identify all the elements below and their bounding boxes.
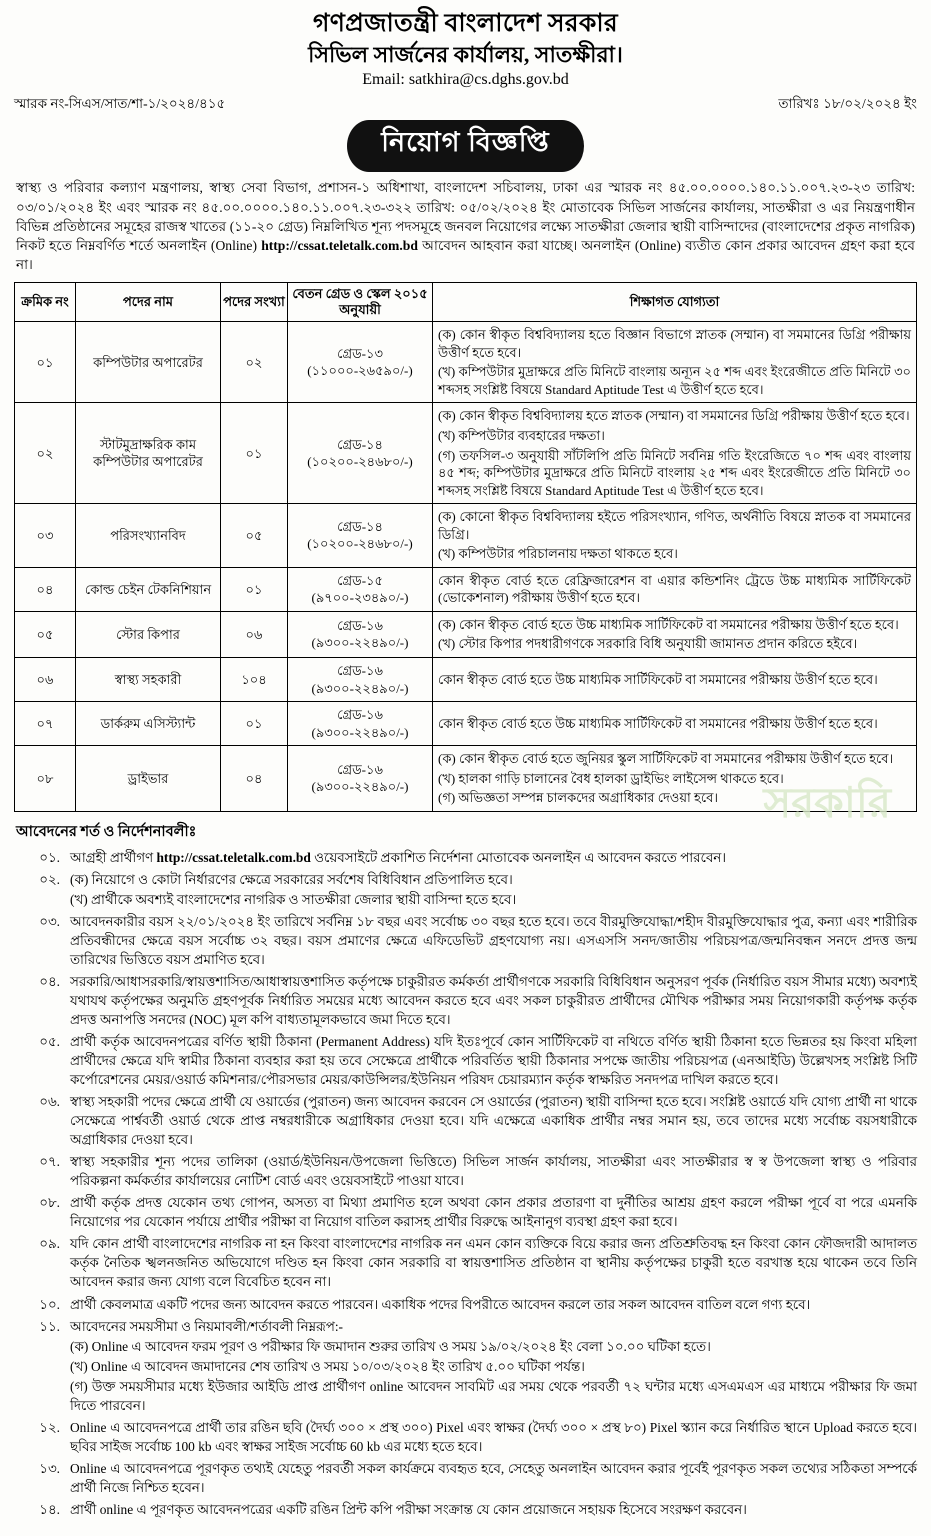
col-sl: ক্রমিক নং [15,282,76,322]
condition-text: (ক) নিয়োগে ও কোটা নির্ধারণের ক্ষেত্রে সরকারের সর্বশেষ বিধিবিধান প্রতিপালিত হবে। [70,871,513,887]
condition-item [14,1500,917,1519]
condition-text: যদি কোন প্রার্থী বাংলাদেশের নাগরিক না হন কিংবা বাংলাদেশের নাগরিক নন এমন কোন ব্যক্তিকে বিয়ে করার জন্য প্রতিশ্রুতিবদ্ধ হন কিংবা কোন ফৌজদারী আদালত কর্তৃক নৈতিক স্খলনজনিত অভিযোগে দণ্ডিত হন কিংবা কোন সরকারি বা স্বায়ত্তশাসিত প্রতিষ্ঠান বা স্থানীয় কর্তৃপক্ষের চাকুরী হতে বরখাস্ত হয়ে থাকেন তবে তিনি আবেদন করার জন্য যোগ্য বলে বিবেচিত হবেন না। [70,1236,917,1290]
notice-title-wrap [14,120,917,172]
cell-pay-scale [288,322,433,403]
education-requirement: (ক) কোন স্বীকৃত বোর্ড হতে উচ্চ মাধ্যমিক সার্টিফিকেট বা সমমানের পরীক্ষায় উত্তীর্ণ হতে হবে। [438,616,899,632]
cell-education [433,403,917,504]
pay-grade: গ্রেড-১৩ [337,345,383,361]
vacancy-table [14,282,917,812]
col-post: পদের নাম [76,282,221,322]
condition-text: স্বাস্থ্য সহকারী পদের ক্ষেত্রে প্রার্থী যে ওয়ার্ডের (পুরাতন) জন্য আবেদন করবেন সে ওয়ার্ডের (পুরাতন) স্থায়ী বাসিন্দা হতে হবে। সংশ্লিষ্ট ওয়ার্ডে যদি যোগ্য প্রার্থী না থাকে সেক্ষেত্রে পার্শ্ববর্তী ওয়ার্ড থেকে প্রাপ্ত নম্বরধারীকে অগ্রাধিকার দেওয়া হবে। যদি এক্ষেত্রে একাধিক প্রার্থীর নম্বর সমান হয়, তবে তাদের মধ্যে সর্বোচ্চ বয়সধারীকে অগ্রাধিকার দেওয়া হবে। [70,1094,917,1148]
condition-text: আবেদনকারীর বয়স ২২/০১/২০২৪ ইং তারিখে সর্বনিম্ন ১৮ বছর এবং সর্বোচ্চ ৩০ বছর হতে হবে। তবে বীরমুক্তিযোদ্ধা/শহীদ বীরমুক্তিযোদ্ধার পুত্র, কন্যা এবং শারীরিক প্রতিবন্ধীদের ক্ষেত্রে বয়স সর্বোচ্চ ৩২ বছর। বয়স প্রমাণের ক্ষেত্রে এফিডেভিট গ্রহণযোগ্য নয়। এসএসসি সনদ/জাতীয় পরিচয়পত্র/জন্মনিবন্ধন সনদে প্রদত্ত জন্ম তারিখের ভিত্তিতে বয়স প্রমাণিত হবে। [70,913,917,967]
cell-vacancy-count: ০১ [221,702,288,746]
condition-item [14,848,917,867]
pay-range: (৯৩০০-২২৪৯০/-) [311,635,409,651]
cell-education [433,504,917,568]
pay-grade: গ্রেড-১৬ [337,707,383,723]
condition-item [14,1193,917,1231]
cell-post-name: কোল্ড চেইন টেকনিশিয়ান [76,567,221,611]
condition-text-wrap [70,1418,917,1456]
cell-pay-scale [288,611,433,657]
education-requirement: কোন স্বীকৃত বোর্ড হতে উচ্চ মাধ্যমিক সার্টিফিকেট বা সমমানের পরীক্ষায় উত্তীর্ণ হতে হবে। [438,671,878,687]
cell-post-name: পরিসংখ্যানবিদ [76,504,221,568]
condition-item [14,1152,917,1190]
condition-text-wrap [70,1193,917,1231]
education-requirement: (খ) স্টোর কিপার পদধারীগণকে সরকারি বিধি অনুযায়ী জামানত প্রদান করিতে হইবে। [438,636,858,652]
condition-number: ০৫. [39,1034,60,1050]
pay-range: (১১০০০-২৬৫৯০/-) [307,363,413,379]
condition-number: ১০. [39,1296,60,1312]
pay-range: (৯৩০০-২২৪৯০/-) [311,680,409,696]
cell-vacancy-count: ০৬ [221,611,288,657]
education-requirement: (খ) হালকা গাড়ি চালানের বৈধ হালকা ড্রাইভিং লাইসেন্স থাকতে হবে। [438,770,784,786]
cell-sl: ০৩ [15,504,76,568]
condition-text-wrap [70,972,917,1029]
condition-text: Online এ আবেদনপত্রে প্রার্থী তার রঙিন ছবি (দৈর্ঘ্য ৩০০ × প্রস্থ ৩০০) Pixel এবং স্বাক্ষর (দৈর্ঘ্য ৩০০ × প্রস্থ ৮০) Pixel স্ক্যান করে নির্ধারিত স্থানে Upload করতে হবে। ছবির সাইজ সর্বোচ্চ 100 kb এবং স্বাক্ষর সাইজ সর্বোচ্চ 60 kb এর মধ্যে হতে হবে। [70,1419,917,1454]
condition-text-wrap [70,1032,917,1089]
condition-text-wrap [70,1500,917,1519]
education-requirement: (খ) কম্পিউটার ব্যবহারের দক্ষতা। [438,427,605,443]
pay-grade: গ্রেড-১৪ [337,518,383,534]
cell-education [433,657,917,701]
cell-vacancy-count: ০৫ [221,504,288,568]
cell-pay-scale [288,702,433,746]
condition-item [14,912,917,969]
col-vacancy: পদের সংখ্যা [221,282,288,322]
condition-number: ০১. [39,849,60,865]
document-header [14,10,917,89]
table-row [15,322,917,403]
education-requirement: কোন স্বীকৃত বোর্ড হতে উচ্চ মাধ্যমিক সার্টিফিকেট বা সমমানের পরীক্ষায় উত্তীর্ণ হতে হবে। [438,715,878,731]
government-title: গণপ্রজাতন্ত্রী বাংলাদেশ সরকার [313,10,618,37]
cell-vacancy-count: ০১ [221,567,288,611]
pay-grade: গ্রেড-১৬ [337,617,383,633]
cell-vacancy-count: ০৪ [221,746,288,812]
condition-number: ০৯. [39,1236,60,1252]
table-row [15,611,917,657]
condition-number: ০৮. [39,1195,60,1211]
education-requirement: (খ) কম্পিউটার মুদ্রাক্ষরে প্রতি মিনিটে বাংলায় অন্যূন ২৫ শব্দ এবং ইংরেজীতে প্রতি মিনিটে ৩০ শব্দসহ সংশ্লিষ্ট বিষয়ে Standard Aptitude Test এ উত্তীর্ণ হতে হবে। [438,364,911,397]
condition-item [14,1317,917,1415]
condition-number: ১৩. [39,1460,60,1476]
condition-text: আগ্রহী প্রার্থীগণ http://cssat.teletalk.com.bd ওয়েবসাইটে প্রকাশিত নির্দেশনা মোতাবেক অনলাইন এ আবেদন করতে পারবেন। [70,849,727,865]
cell-sl: ০৪ [15,567,76,611]
cell-education [433,746,917,812]
condition-item [14,870,917,909]
condition-text-wrap [70,1317,917,1415]
cell-sl: ০৭ [15,702,76,746]
condition-number: ০২. [39,871,60,887]
condition-item [14,1032,917,1089]
condition-text: প্রার্থী কর্তৃক আবেদনপত্রের বর্ণিত স্থায়ী ঠিকানা (Permanent Address) যদি ইতঃপূর্বে কোন সার্টিফিকেট বা নথিতে বর্ণিত স্থায়ী ঠিকানা হতে ভিন্নতর হয় কিংবা মহিলা প্রার্থীদের ক্ষেত্রে যদি স্বামীর ঠিকানা ব্যবহার করা হয় তবে সেক্ষেত্রে প্রার্থীকে পরিবর্তিত স্থায়ী ঠিকানার সপক্ষে জাতীয় পরিচয়পত্র (এনআইডি) উল্লেখসহ সংশ্লিষ্ট সিটি কর্পোরেশনের মেয়র/ওয়ার্ড কমিশনার/পৌরসভার মেয়র/কাউন্সিলর/ইউনিয়ন পরিষদ চেয়ারম্যান কর্তৃক স্বাক্ষরিত সনদপত্র দাখিল করতে হবে। [70,1034,917,1088]
condition-text: প্রার্থী কেবলমাত্র একটি পদের জন্য আবেদন করতে পারবেন। একাধিক পদের বিপরীতে আবেদন করলে তার সকল আবেদন বাতিল বলে গণ্য হবে। [70,1296,811,1312]
education-requirement: (গ) অভিজ্ঞতা সম্পন্ন চালকদের অগ্রাধিকার দেওয়া হবে। [438,790,718,806]
cell-education [433,567,917,611]
condition-number: ১১. [39,1318,60,1334]
intro-paragraph: স্বাস্থ্য ও পরিবার কল্যাণ মন্ত্রণালয়, স্বাস্থ্য সেবা বিভাগ, প্রশাসন-১ অধিশাখা, বাংলাদেশ সচিবালয়, ঢাকা এর স্মারক নং ৪৫.০০.০০০০.১৪০.১১.০০৭.২৩-২৩ তারিখ: ০৩/০১/২০২৪ ইং এবং স্মারক নং ৪৫.০০.০০০০.১৪০.১১.০০৭.২৩-৩২২ তারিখ: ০৫/০২/২০২৪ ইং মোতাবেক সিভিল সার্জনের কার্যালয়, সাতক্ষীরা ও এর নিয়ন্ত্রণাধীন বিভিন্ন প্রতিষ্ঠানের সমূহের রাজস্ব খাতের (১১-২০ গ্রেড) নিম্নলিখিত শূন্য পদসমূহে জনবল নিয়োগের লক্ষ্যে সাতক্ষীরা জেলার স্থায়ী বাসিন্দাদের (বাংলাদেশের প্রকৃত নাগরিক) নিকট হতে নিম্নবর্ণিত শর্তে অনলাইন (Online) http://cssat.teletalk.com.bd আবেদন আহবান করা যাচ্ছে। অনলাইন (Online) ব্যতীত কোন প্রকার আবেদন গ্রহণ করা হবে না। [16,180,916,273]
memo-date: তারিখঃ ১৮/০২/২০২৪ ইং [778,96,917,112]
cell-post-name: স্বাস্থ্য সহকারী [76,657,221,701]
condition-text: Online এ আবেদনপত্রে পূরণকৃত তথ্যই যেহেতু পরবর্তী সকল কার্যক্রমে ব্যবহৃত হবে, সেহেতু অনলাইন আবেদন করার পূর্বেই পূরণকৃত সকল তথ্যের সঠিকতা সম্পর্কে প্রার্থী নিজে নিশ্চিত হবেন। [70,1460,917,1495]
condition-text: আবেদনের সময়সীমা ও নিয়মাবলী/শর্তাবলী নিম্নরূপ:- [70,1318,344,1334]
condition-number: ০৪. [39,974,60,989]
condition-subitem: (গ) উক্ত সময়সীমার মধ্যে ইউজার আইডি প্রাপ্ত প্রার্থীগণ online আবেদন সাবমিট এর সময় থেকে পরবর্তী ৭২ ঘন্টার মধ্যে এসএমএস এর মাধ্যমে পরীক্ষার ফি জমা দিতে পারবেন। [70,1378,917,1413]
cell-pay-scale [288,403,433,504]
cell-pay-scale [288,567,433,611]
table-row [15,567,917,611]
cell-post-name: ড্রাইভার [76,746,221,812]
education-requirement: (ক) কোনো স্বীকৃত বিশ্ববিদ্যালয় হইতে পরিসংখ্যান, গণিত, অর্থনীতি বিষয়ে স্নাতক বা সমমানের ডিগ্রি। [438,509,911,542]
vacancy-table-body [15,322,917,812]
condition-text-wrap [70,1234,917,1291]
condition-number: ১৪. [39,1501,60,1517]
condition-text-wrap [70,870,917,909]
condition-text-wrap [70,1459,917,1497]
pay-range: (৯৩০০-২২৪৯০/-) [311,724,409,740]
pay-range: (৯৩০০-২২৪৯০/-) [311,779,409,795]
cell-education [433,322,917,403]
table-row [15,403,917,504]
pay-range: (৯৭০০-২৩৪৯০/-) [311,590,409,606]
table-row [15,504,917,568]
condition-item [14,1234,917,1291]
condition-text: স্বাস্থ্য সহকারীর শূন্য পদের তালিকা (ওয়ার্ড/ইউনিয়ন/উপজেলা ভিত্তিতে) সিভিল সার্জন কার্যালয়, সাতক্ষীরা এবং সাতক্ষীরার স্ব স্ব উপজেলা স্বাস্থ্য ও পরিবার পরিকল্পনা কর্মকর্তার কার্যালয়ের নোটিশ বোর্ড এবং ওয়েবসাইটে পাওয়া যাবে। [70,1154,917,1189]
pay-range: (১০২০০-২৪৬৮০/-) [307,536,413,552]
cell-pay-scale [288,504,433,568]
condition-item [14,972,917,1029]
cell-post-name: কম্পিউটার অপারেটর [76,322,221,403]
table-header-row [15,282,917,322]
table-row [15,746,917,812]
cell-vacancy-count: ০১ [221,403,288,504]
education-requirement: (গ) তফসিল-৩ অনুযায়ী সাঁটলিপি প্রতি মিনিটে সর্বনিম্ন গতি ইংরেজিতে ৭০ শব্দ এবং বাংলায় ৪৫ শব্দ; কম্পিউটার মুদ্রাক্ষরে প্রতি মিনিটে বাংলায় ২৫ শব্দ এবং ইংরেজীতে প্রতি মিনিটে ৩০ শব্দসহ সংশ্লিষ্ট বিষয়ে Standard Aptitude Test এ উত্তীর্ণ হতে হবে। [438,447,911,498]
condition-text: সরকারি/আধাসরকারি/স্বায়ত্তশাসিত/আধাস্বায়ত্তশাসিত কর্তৃপক্ষে চাকুরীরত কর্মকর্তা প্রার্থীগণকে সরকারি বিধিবিধান অনুসরণ পূর্বক (নির্ধারিত বয়স সীমার মধ্যে) অবশ্যই যথাযথ কর্তৃপক্ষের অনুমতি গ্রহণপূর্বক নির্ধারিত সময়ের মধ্যে আবেদন করতে হবে এবং সকল চাকুরীরত প্রার্থীদের মৌখিক পরীক্ষার সময় নিয়োগকারী কর্তৃপক্ষ কর্তৃক প্রদত্ত অনাপত্তি সনদের (NOC) মূল কপি বাধ্যতামূলকভাবে জমা দিতে হবে। [70,974,917,1028]
watermark: সরকারি [763,781,891,827]
pay-range: (১০২০০-২৪৬৮০/-) [307,454,413,470]
pay-grade: গ্রেড-১৬ [337,761,383,777]
pay-grade: গ্রেড-১৬ [337,662,383,678]
cell-sl: ০৫ [15,611,76,657]
office-email: Email: satkhira@cs.dghs.gov.bd [362,71,569,89]
condition-text: প্রার্থী কর্তৃক প্রদত্ত যেকোন তথ্য গোপন, অসত্য বা মিথ্যা প্রমাণিত হলে অথবা কোন প্রকার প্রতারণা বা দুর্নীতির আশ্রয় গ্রহণ করলে পরীক্ষা পূর্বে বা পরে এমনকি নিয়োগের পর যেকোন পর্যায়ে প্রার্থীর পরীক্ষা বা নিয়োগ বাতিল করাসহ প্রার্থীর বিরুদ্ধে আইনানুগ ব্যবস্থা গ্রহণ করা হবে। [70,1195,917,1230]
condition-number: ০৩. [39,913,60,929]
condition-number: ০৬. [39,1094,60,1110]
cell-pay-scale [288,746,433,812]
memo-number: স্মারক নং-সিএস/সাত/শা-১/২০২৪/৪১৫ [14,96,226,112]
cell-sl: ০২ [15,403,76,504]
condition-subitem: (খ) Online এ আবেদন জমাদানের শেষ তারিখ ও সময় ১০/০৩/২০২৪ ইং তারিখ ৫.০০ ঘটিকা পর্যন্ত। [70,1358,585,1374]
condition-item [14,1295,917,1314]
cell-post-name: স্টোর কিপার [76,611,221,657]
cell-education [433,611,917,657]
cell-vacancy-count: ১০৪ [221,657,288,701]
page-title: নিয়োগ বিজ্ঞপ্তি [347,120,583,172]
cell-education [433,702,917,746]
memo-row [14,93,917,116]
condition-item [14,1459,917,1497]
cell-vacancy-count: ০২ [221,322,288,403]
education-requirement: কোন স্বীকৃত বোর্ড হতে রেফ্রিজারেশন বা এয়ার কন্ডিশনিং ট্রেডে উচ্চ মাধ্যমিক সার্টিফিকেট (ভোকেশনাল) পরীক্ষায় উত্তীর্ণ হতে হবে। [438,572,911,606]
table-row [15,657,917,701]
pay-grade: গ্রেড-১৪ [337,436,383,452]
education-requirement: (ক) কোন স্বীকৃত বিশ্ববিদ্যালয় হতে বিজ্ঞান বিভাগে স্নাতক (সম্মান) বা সমমানের ডিগ্রি পরীক্ষায় উত্তীর্ণ হতে হবে। [438,327,911,360]
condition-number: ১২. [39,1419,60,1435]
education-requirement: (খ) কম্পিউটার পরিচালনায় দক্ষতা থাকতে হবে। [438,546,678,562]
col-pay: বেতন গ্রেড ও স্কেল ২০১৫ অনুযায়ী [288,282,433,322]
pay-grade: গ্রেড-১৫ [337,572,383,588]
office-title: সিভিল সার্জনের কার্যালয়, সাতক্ষীরা। [308,41,623,67]
cell-post-name: ডার্করুম এসিস্ট্যান্ট [76,702,221,746]
cell-post-name: স্টাটমুদ্রাক্ষরিক কাম কম্পিউটার অপারেটর [76,403,221,504]
cell-sl: ০৮ [15,746,76,812]
condition-number: ০৭. [39,1154,60,1170]
table-row [15,702,917,746]
condition-text-wrap [70,848,917,867]
condition-item [14,1092,917,1149]
cell-pay-scale [288,657,433,701]
condition-text: প্রার্থী online এ পূরণকৃত আবেদনপত্রের একটি রঙিন প্রিন্ট কপি পরীক্ষা সংক্রান্ত যে কোন প্রয়োজনে সহায়ক হিসেবে সংরক্ষণ করবেন। [70,1501,747,1517]
cell-sl: ০৬ [15,657,76,701]
conditions-title: আবেদনের শর্ত ও নির্দেশনাবলীঃ [16,823,197,840]
col-education: শিক্ষাগত যোগ্যতা [433,282,917,322]
cell-sl: ০১ [15,322,76,403]
condition-text-wrap [70,1295,917,1314]
conditions-list [14,848,917,1519]
condition-text-wrap [70,912,917,969]
condition-subitem: (ক) Online এ আবেদন ফরম পূরণ ও পরীক্ষার ফি জমাদান শুরুর তারিখ ও সময় ১৯/০২/২০২৪ ইং বেলা ১০.০০ ঘটিকা হতে। [70,1338,711,1354]
condition-item [14,1418,917,1456]
education-requirement: (ক) কোন স্বীকৃত বিশ্ববিদ্যালয় হতে স্নাতক (সম্মান) বা সমমানের ডিগ্রি পরীক্ষায় উত্তীর্ণ হতে হবে। [438,408,910,424]
condition-text-wrap [70,1152,917,1190]
education-requirement: (ক) কোন স্বীকৃত বোর্ড হতে জুনিয়র স্কুল সার্টিফিকেট বা সমমানের পরীক্ষায় উত্তীর্ণ হতে হবে। [438,751,894,767]
condition-text-wrap [70,1092,917,1149]
condition-subitem: (খ) প্রার্থীকে অবশ্যই বাংলাদেশের নাগরিক ও সাতক্ষীরা জেলার স্থায়ী বাসিন্দা হতে হবে। [70,891,517,907]
